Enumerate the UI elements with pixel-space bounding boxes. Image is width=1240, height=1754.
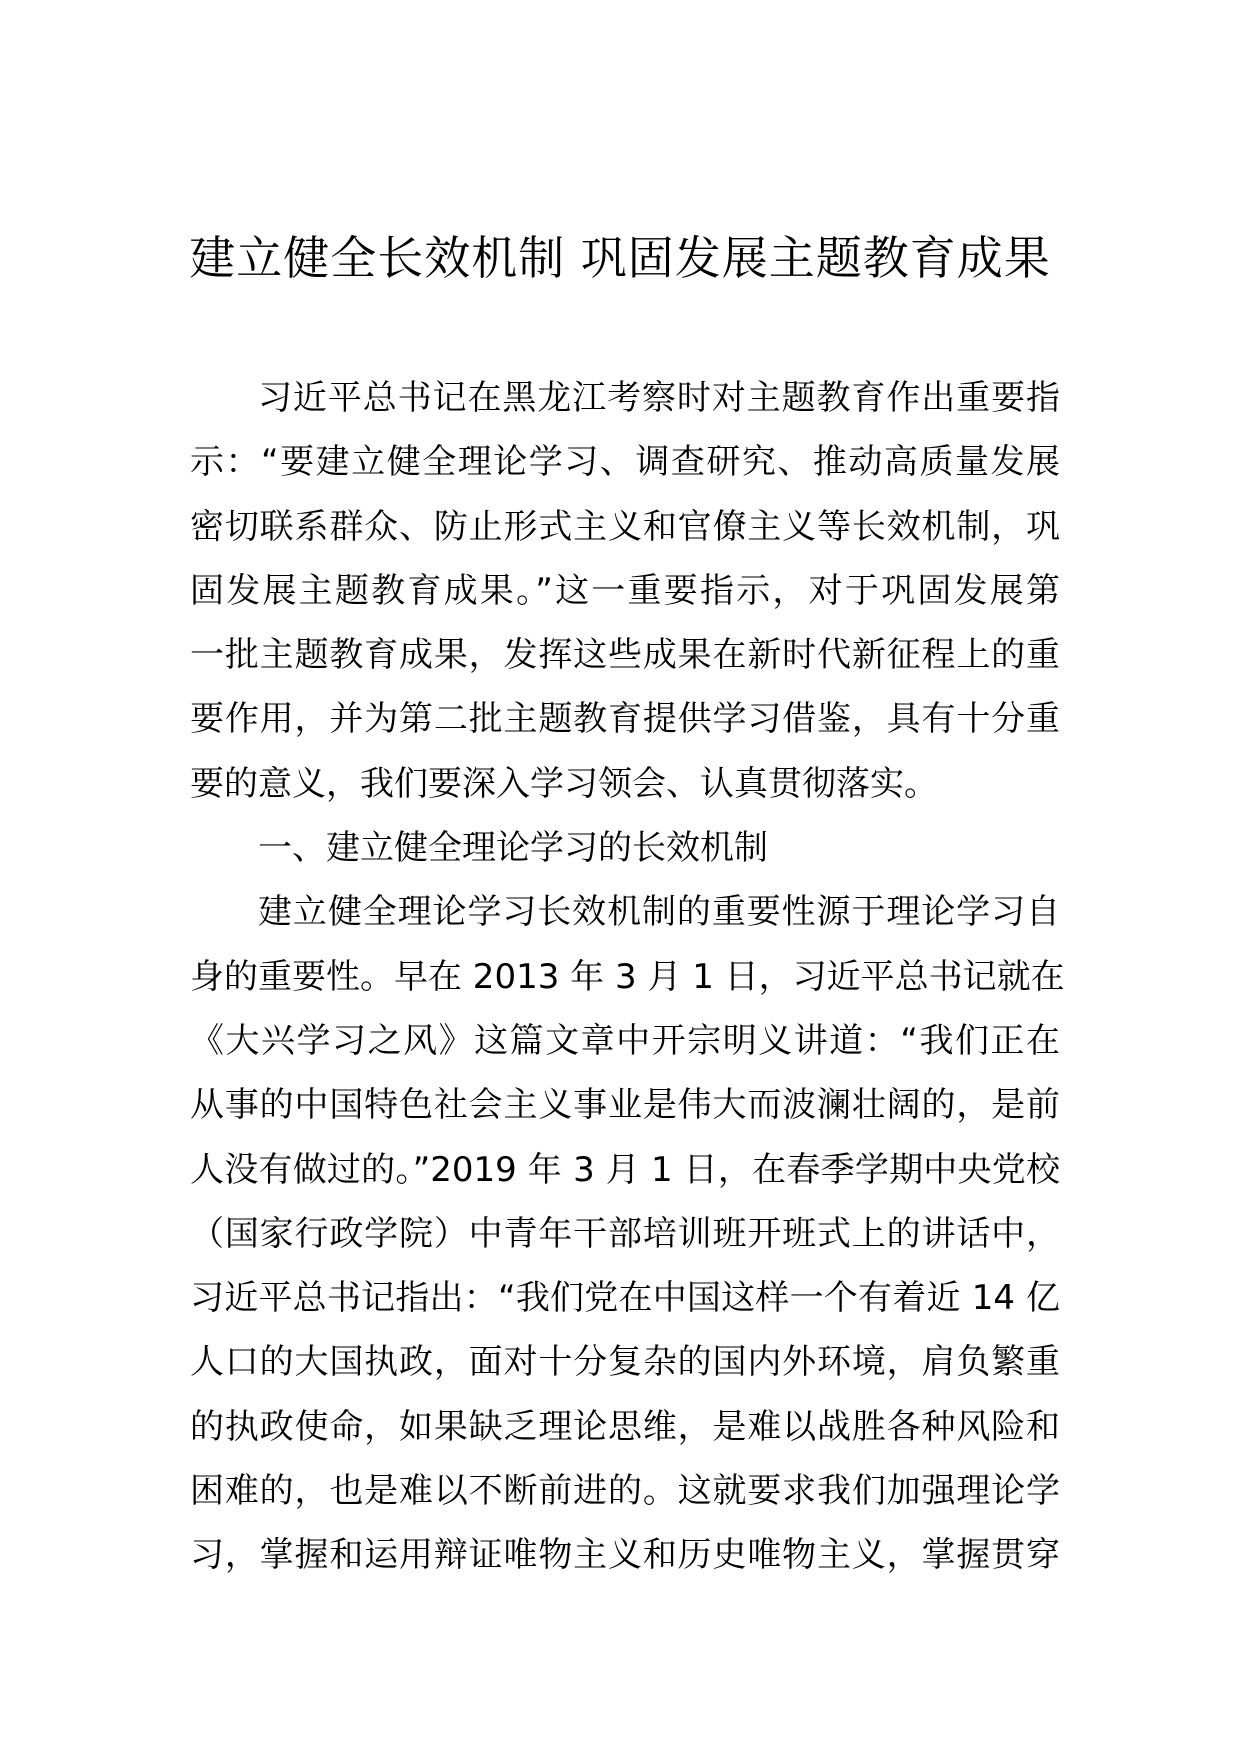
paragraph-line: 示：“要建立健全理论学习、调查研究、推动高质量发展 [190, 442, 1060, 483]
paragraph-line: 一批主题教育成果，发挥这些成果在新时代新征程上的重 [190, 635, 1060, 676]
document-body [190, 366, 1065, 1588]
document-title: 建立健全长效机制 巩固发展主题教育成果 [189, 231, 1051, 285]
paragraph-line: 人没有做过的。”2019 年 3 月 1 日，在春季学期中央党校 [190, 1149, 1060, 1190]
paragraph-line: 要的意义，我们要深入学习领会、认真贯彻落实。 [190, 763, 938, 804]
paragraph-line: 密切联系群众、防止形式主义和官僚主义等长效机制，巩 [190, 506, 1060, 547]
paragraph-line: 习近平总书记在黑龙江考察时对主题教育作出重要指 [258, 378, 1060, 418]
paragraph-line: 《大兴学习之风》这篇文章中开宗明义讲道：“我们正在 [190, 1020, 1060, 1061]
paragraph-line: 人口的大国执政，面对十分复杂的国内外环境，肩负繁重 [190, 1342, 1060, 1383]
paragraph-line: 从事的中国特色社会主义事业是伟大而波澜壮阔的，是前 [190, 1085, 1060, 1126]
paragraph-line: 建立健全理论学习长效机制的重要性源于理论学习自 [258, 892, 1060, 933]
paragraph-line: 习，掌握和运用辩证唯物主义和历史唯物主义，掌握贯穿 [190, 1535, 1060, 1576]
paragraph-line: （国家行政学院）中青年干部培训班开班式上的讲话中， [190, 1213, 1060, 1254]
paragraph-line: 固发展主题教育成果。”这一重要指示，对于巩固发展第 [190, 570, 1060, 611]
paragraph-line: 的执政使命，如果缺乏理论思维，是难以战胜各种风险和 [190, 1406, 1060, 1447]
paragraph-line: 要作用，并为第二批主题教育提供学习借鉴，具有十分重 [190, 699, 1060, 740]
section-heading: 一、建立健全理论学习的长效机制 [258, 828, 768, 869]
paragraph-line: 习近平总书记指出：“我们党在中国这样一个有着近 14 亿 [190, 1278, 1060, 1319]
paragraph-line: 身的重要性。早在 2013 年 3 月 1 日，习近平总书记就在 [190, 956, 1065, 997]
paragraph-line: 困难的，也是难以不断前进的。这就要求我们加强理论学 [190, 1471, 1060, 1512]
